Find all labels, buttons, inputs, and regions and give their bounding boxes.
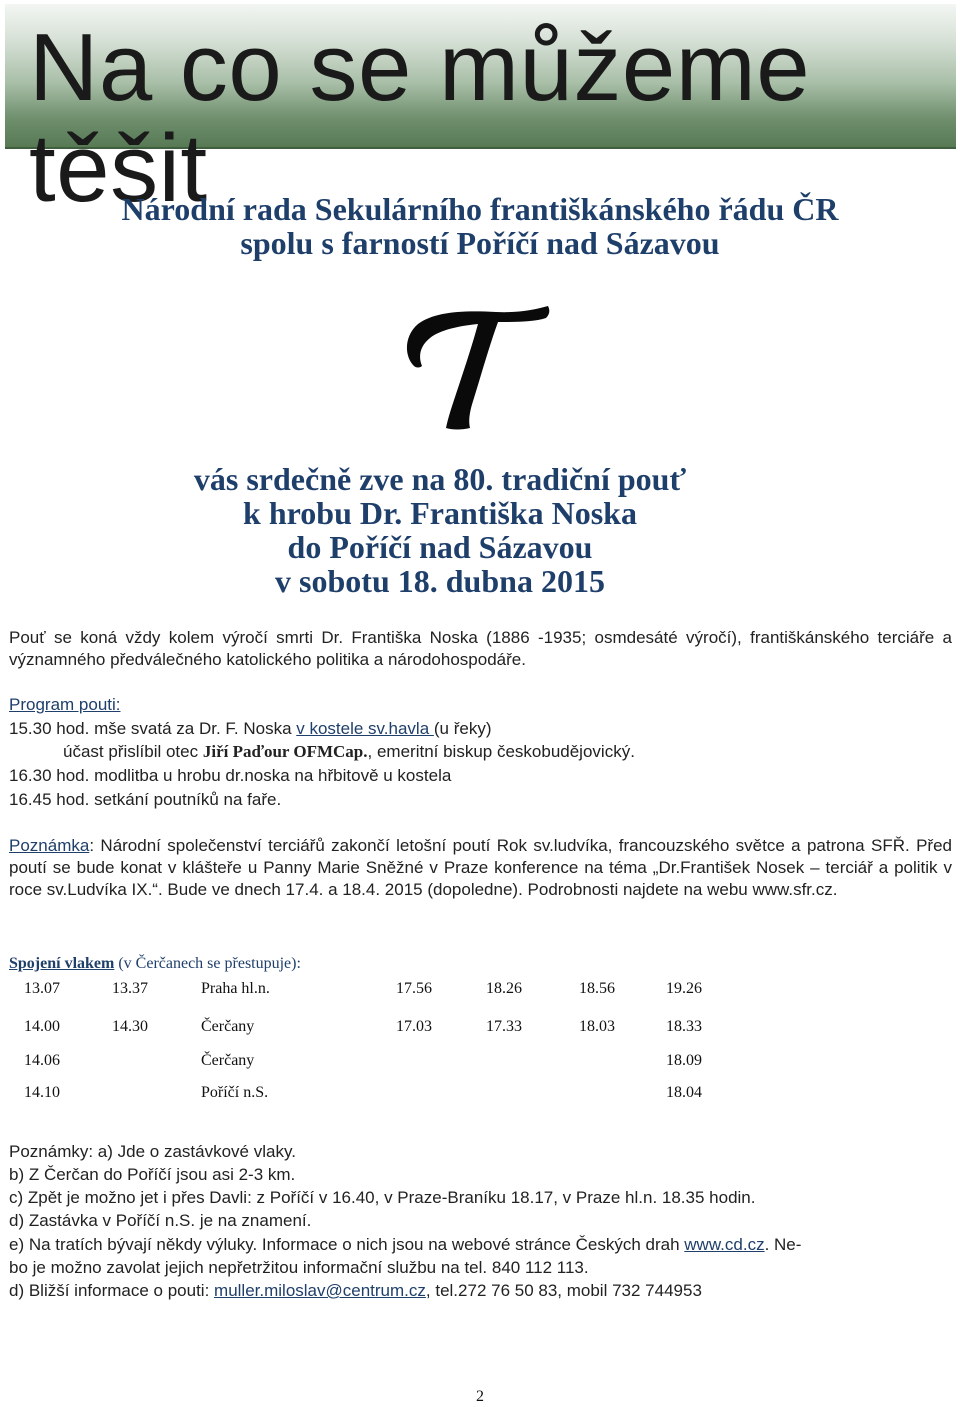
table-cell: 18.26 [486,980,522,997]
footnote-e-pre: e) Na tratích bývají někdy výluky. Informace o nich jsou na webové stránce Českých drah [9,1235,685,1254]
cd-website-link[interactable]: www.cd.cz [684,1235,765,1254]
table-cell: 18.04 [666,1084,702,1101]
page-title: Na co se můžeme těšit [29,14,811,222]
program-heading: Program pouti: [9,695,121,714]
train-heading-bold: Spojení vlakem [9,955,115,972]
table-cell: Čerčany [201,1052,255,1069]
invitation-line-2: k hrobu Dr. Františka Noska [243,495,637,531]
footnote-b: b) Z Čerčan do Poříčí jsou asi 2-3 km. [9,1165,296,1184]
table-cell: 14.06 [24,1052,60,1069]
footnote-c: c) Zpět je možno jet i přes Davli: z Poříčí v 16.40, v Praze-Braníku 18.17, v Praze hl.n. 18.35 hodin. [9,1188,756,1207]
train-heading-rest: (v Čerčanech se přestupuje): [114,955,301,972]
note-label: Poznámka [9,836,90,855]
organizer-line-2: spolu s farností Poříčí nad Sázavou [240,225,720,261]
celebrant-name: Jiří Paďour OFMCap. [202,742,368,761]
franciscan-tau-logo [400,300,556,436]
table-cell: 13.37 [112,980,148,997]
table-cell: Poříčí n.S. [201,1084,269,1101]
page-number: 2 [476,1388,484,1405]
program-line-1 [9,718,492,740]
program-line-1-place: v kostele sv.havla [296,719,434,738]
program-line-3: 16.30 hod. modlitba u hrobu dr.noska na hřbitově u kostela [9,766,452,785]
email-link[interactable]: muller.miloslav@centrum.cz [214,1281,426,1300]
table-cell: Praha hl.n. [201,980,270,997]
table-cell: 17.56 [396,980,432,997]
footnote-contact [9,1280,702,1302]
note-text: : Národní společenství terciářů zakončí letošní poutí Rok sv.ludvíka, francouzského světce a patrona SFŘ. Před poutí se bude konat v klášteře u Panny Marie Sněžné v Praze konference na téma „Dr.František Nosek – terciář a politik v roce sv.Ludvíka IX.“. Bude ve dnech 17.4. a 18.4. 2015 (dopoledne). Podrobnosti najdete na webu www.sfr.cz. [9,836,952,899]
table-cell: 17.03 [396,1018,432,1035]
program-line-1-tail: (u řeky) [433,719,492,738]
program-line-4: 16.45 hod. setkání poutníků na faře. [9,790,282,809]
footnote-a: Poznámky: a) Jde o zastávkové vlaky. [9,1142,296,1161]
program-line-2 [63,741,635,763]
program-line-2-pre: účast přislíbil otec [63,742,203,761]
footnote-contact-pre: d) Bližší informace o pouti: [9,1281,215,1300]
train-heading [9,954,301,974]
table-cell: 18.09 [666,1052,702,1069]
footnote-e-continued: bo je možno zavolat jejich nepřetržitou informační službu na tel. 840 112 113. [9,1258,589,1277]
intro-paragraph: Pouť se koná vždy kolem výročí smrti Dr. Františka Noska (1886 -1935; osmdesáté výročí), františkánského terciáře a významného předválečného katolického politika a národohospodáře. [9,628,952,669]
table-cell: 18.33 [666,1018,702,1035]
invitation-line-4: v sobotu 18. dubna 2015 [275,563,605,599]
footnote-e-post: . Ne- [764,1235,802,1254]
table-cell: 14.10 [24,1084,60,1101]
invitation-line-3: do Poříčí nad Sázavou [287,529,593,565]
table-cell: 14.30 [112,1018,148,1035]
footnote-contact-post: , tel.272 76 50 83, mobil 732 744953 [425,1281,702,1300]
program-line-1-time: 15.30 hod. mše svatá za Dr. F. Noska [9,719,297,738]
note-paragraph [9,835,952,901]
program-line-2-tail: , emeritní biskup českobudějovický. [367,742,635,761]
table-cell: 14.00 [24,1018,60,1035]
table-cell: 17.33 [486,1018,522,1035]
organizer-line-1: Národní rada Sekulárního františkánského řádu ČR [121,191,839,227]
invitation-line-1: vás srdečně zve na 80. tradiční pouť [193,461,687,497]
table-cell: 19.26 [666,980,702,997]
footnote-d: d) Zastávka v Poříčí n.S. je na znamení. [9,1211,312,1230]
table-cell: 13.07 [24,980,60,997]
table-cell: Čerčany [201,1018,255,1035]
footnote-e [9,1234,952,1256]
table-cell: 18.03 [579,1018,615,1035]
table-cell: 18.56 [579,980,615,997]
